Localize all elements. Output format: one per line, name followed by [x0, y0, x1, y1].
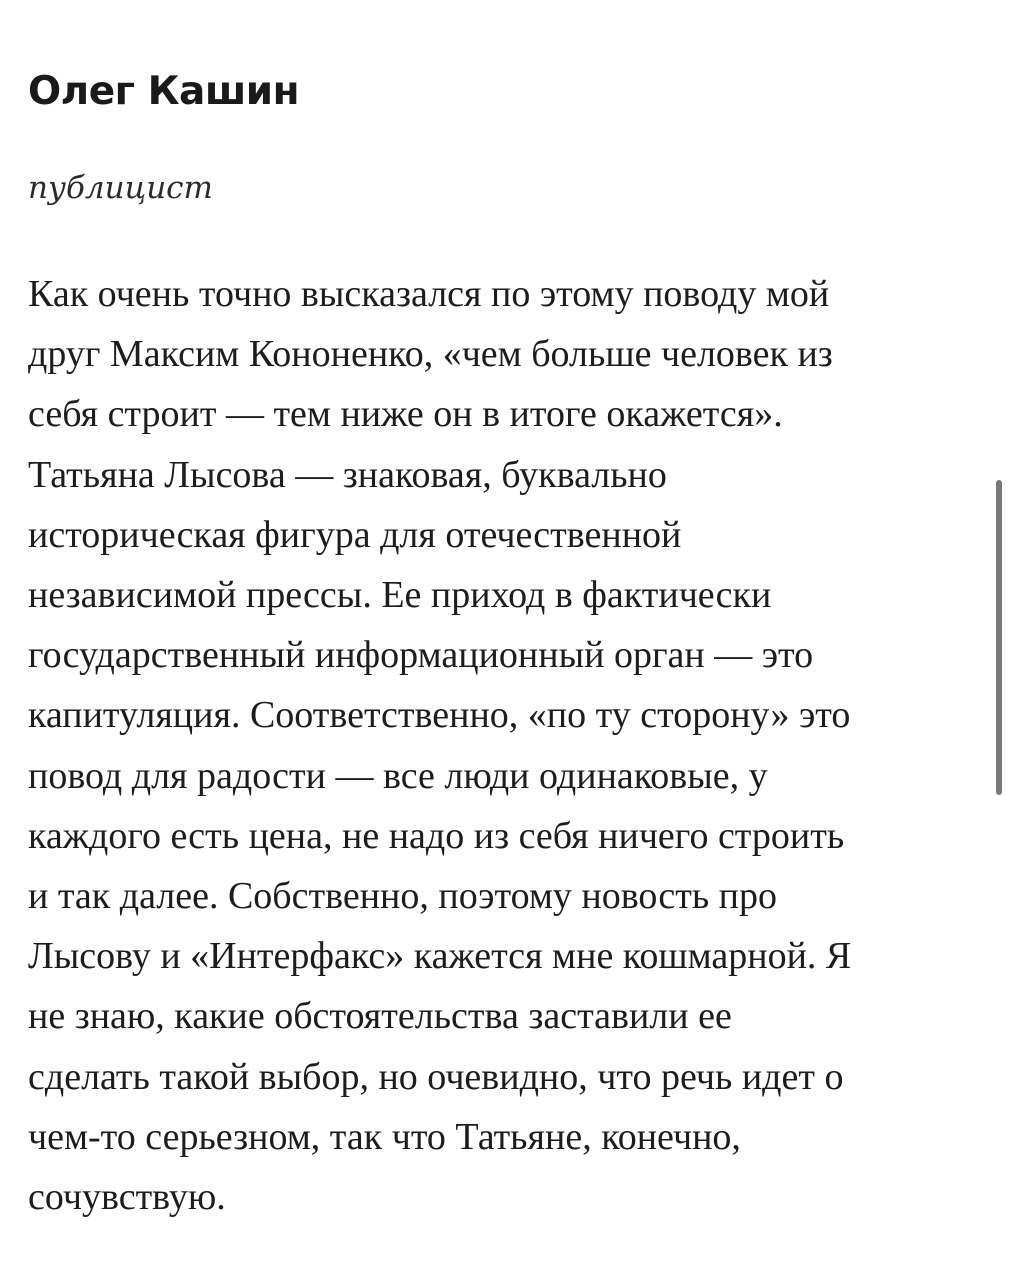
author-role: публицист — [28, 170, 213, 206]
scrollbar-thumb[interactable] — [996, 480, 1002, 795]
body-line: повод для радости — все люди одинаковые, у — [28, 754, 768, 797]
body-line: сочувствую. — [28, 1176, 226, 1219]
body-line: Как очень точно высказался по этому поводу мой — [28, 273, 830, 315]
article-body — [28, 264, 996, 1227]
body-line: каждого есть цена, не надо из себя ничего строить — [28, 814, 845, 857]
body-line: Татьяна Лысова — знаковая, буквально — [28, 453, 667, 496]
body-line: себя строит — тем ниже он в итоге окажется». — [28, 393, 783, 436]
body-line: независимой прессы. Ее приход в фактически — [28, 574, 772, 617]
body-line: Лысову и «Интерфакс» кажется мне кошмарной. Я — [28, 935, 852, 978]
body-line: чем-то серьезном, так что Татьяне, конечно, — [28, 1115, 741, 1158]
body-line: капитуляция. Соответственно, «по ту сторону» это — [28, 694, 851, 737]
body-line: историческая фигура для отечественной — [28, 513, 682, 556]
body-line: сделать такой выбор, но очевидно, что речь идет о — [28, 1055, 844, 1098]
body-line: не знаю, какие обстоятельства заставили ее — [28, 995, 732, 1038]
body-line: друг Максим Кононенко, «чем больше человек из — [28, 333, 833, 376]
author-name: Олег Кашин — [28, 69, 300, 114]
body-line: государственный информационный орган — это — [28, 634, 814, 677]
body-line: и так далее. Собственно, поэтому новость про — [28, 875, 778, 918]
